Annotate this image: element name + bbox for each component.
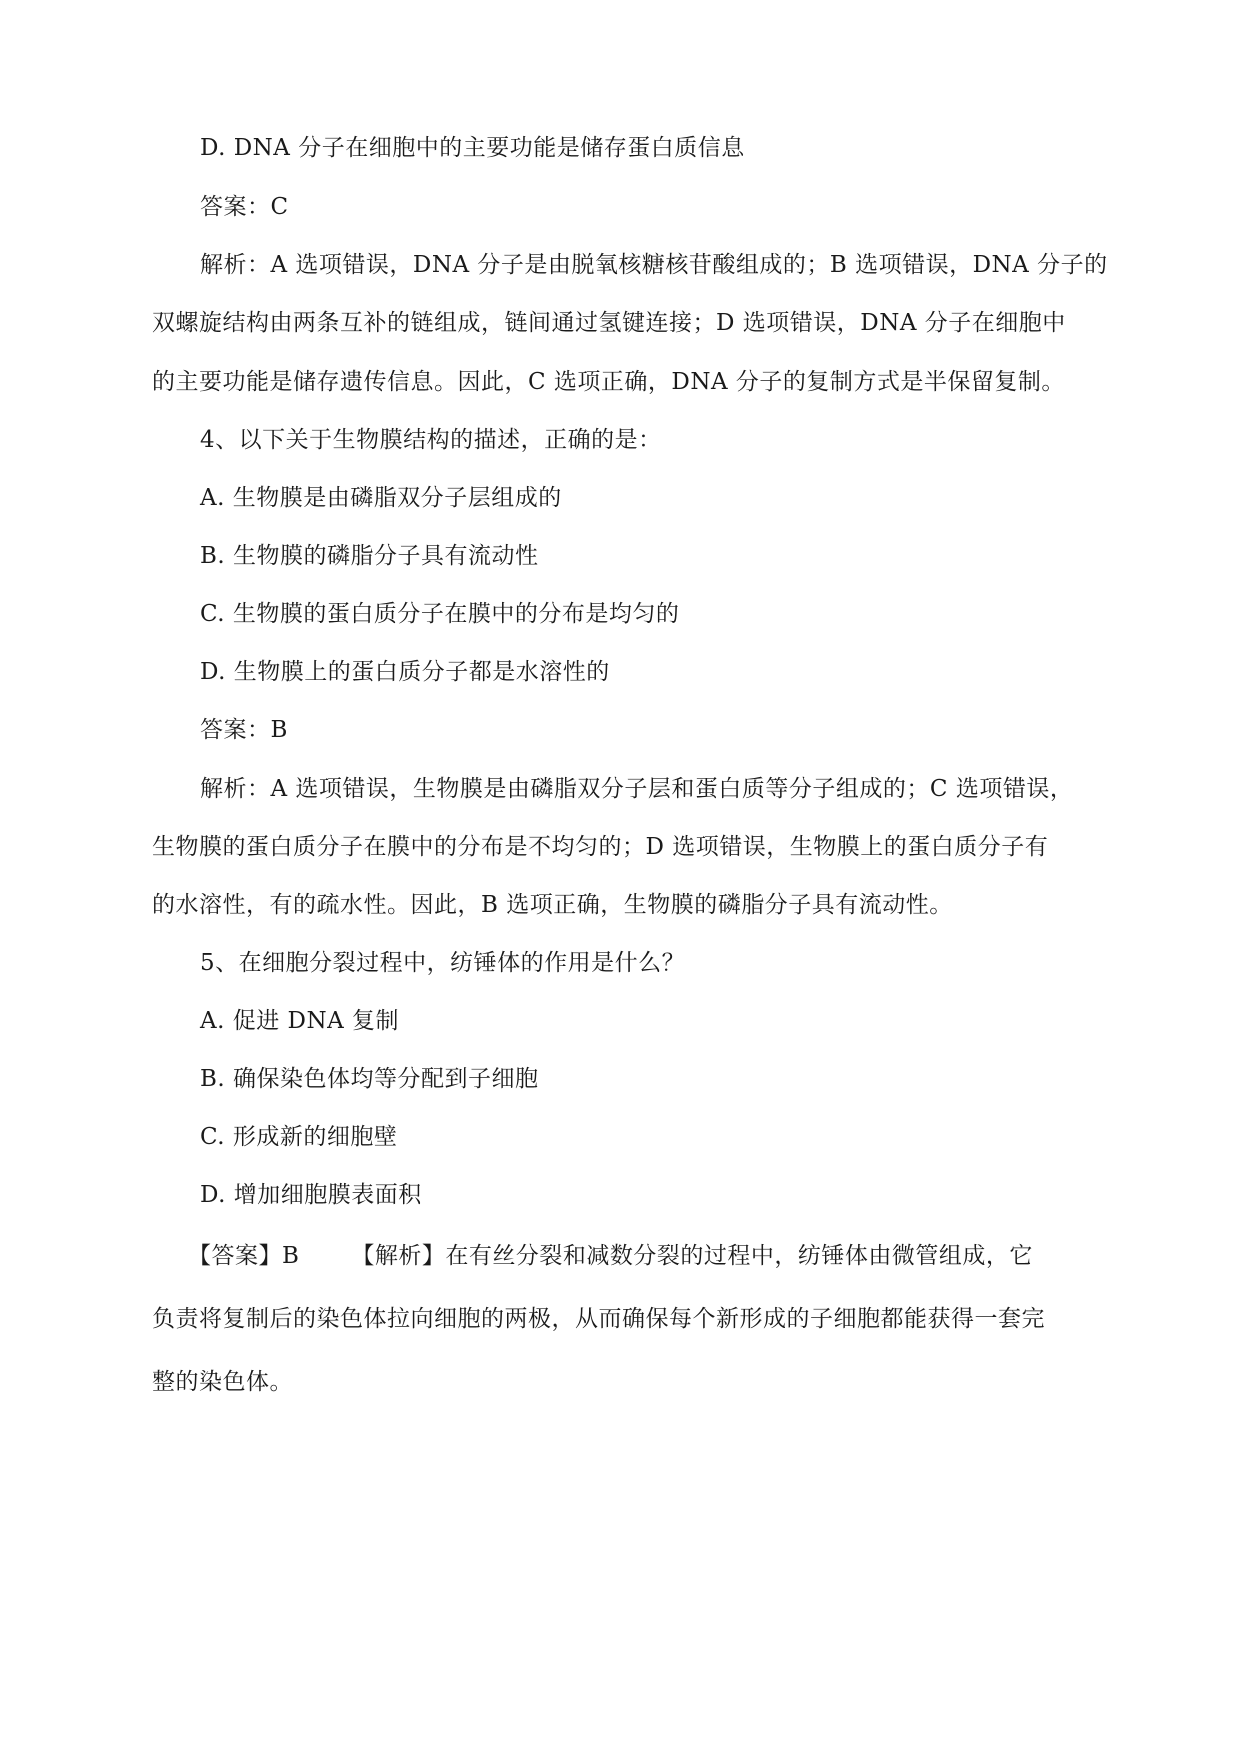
q5-option-d: D. 增加细胞膜表面积 (200, 1182, 422, 1208)
q4-explanation-line-1: 解析：A 选项错误，生物膜是由磷脂双分子层和蛋白质等分子组成的；C 选项错误， (200, 776, 1074, 802)
q4-question: 4、以下关于生物膜结构的描述，正确的是： (200, 427, 662, 453)
q5-explanation-line-2: 负责将复制后的染色体拉向细胞的两极，从而确保每个新形成的子细胞都能获得一套完 (152, 1306, 1045, 1332)
q4-option-c: C. 生物膜的蛋白质分子在膜中的分布是均匀的 (200, 601, 680, 627)
q3-explanation-line-3: 的主要功能是储存遗传信息。因此，C 选项正确，DNA 分子的复制方式是半保留复制。 (152, 369, 1065, 395)
q3-option-d: D. DNA 分子在细胞中的主要功能是储存蛋白质信息 (200, 135, 745, 161)
q5-option-c: C. 形成新的细胞壁 (200, 1124, 398, 1150)
q4-explanation-line-3: 的水溶性，有的疏水性。因此，B 选项正确，生物膜的磷脂分子具有流动性。 (152, 892, 953, 918)
q4-answer: 答案：B (200, 717, 288, 743)
q5-question: 5、在细胞分裂过程中，纺锤体的作用是什么？ (200, 950, 686, 976)
q5-explanation-start: 【解析】在有丝分裂和减数分裂的过程中，纺锤体由微管组成，它 (351, 1243, 1033, 1269)
q5-explanation-line-3: 整的染色体。 (152, 1369, 293, 1395)
q5-option-b: B. 确保染色体均等分配到子细胞 (200, 1066, 539, 1092)
q4-option-d: D. 生物膜上的蛋白质分子都是水溶性的 (200, 659, 610, 685)
q5-option-a: A. 促进 DNA 复制 (200, 1008, 400, 1034)
q3-answer: 答案：C (200, 194, 289, 220)
q5-answer-explanation-line-1 (188, 1240, 1148, 1272)
q4-option-a: A. 生物膜是由磷脂双分子层组成的 (200, 485, 562, 511)
q4-explanation-line-2: 生物膜的蛋白质分子在膜中的分布是不均匀的；D 选项错误，生物膜上的蛋白质分子有 (152, 834, 1049, 860)
q3-explanation-line-1: 解析：A 选项错误，DNA 分子是由脱氧核糖核苷酸组成的；B 选项错误，DNA 分子的 (200, 252, 1108, 278)
q3-explanation-line-2: 双螺旋结构由两条互补的链组成，链间通过氢键连接；D 选项错误，DNA 分子在细胞中 (152, 310, 1066, 336)
q4-option-b: B. 生物膜的磷脂分子具有流动性 (200, 543, 539, 569)
q5-answer: 【答案】B (188, 1243, 300, 1269)
